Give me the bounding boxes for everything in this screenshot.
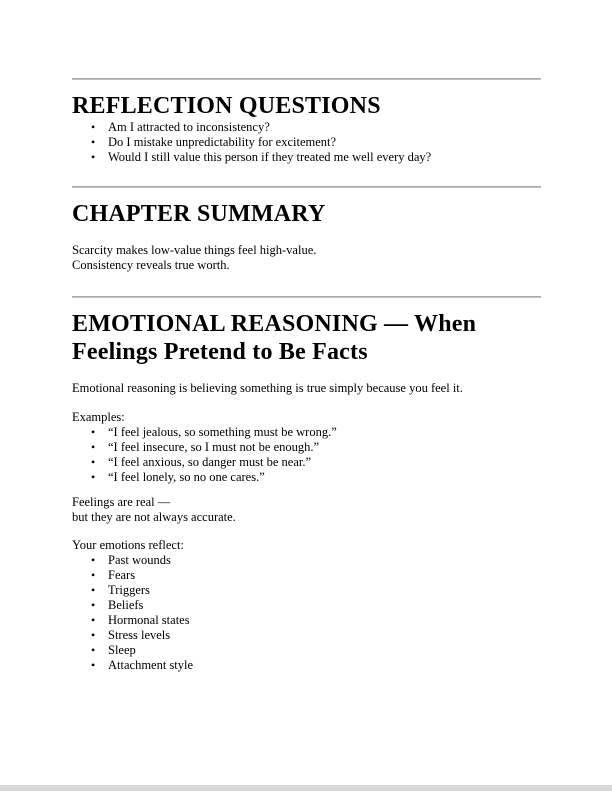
chapter-summary-heading: CHAPTER SUMMARY (72, 201, 326, 227)
list-item-text: Would I still value this person if they treated me well every day? (108, 150, 432, 164)
emotional-reasoning-intro: Emotional reasoning is believing something is true simply because you feel it. (72, 381, 463, 395)
bullet-icon: • (91, 470, 96, 484)
list-item-text: “I feel anxious, so danger must be near.” (108, 455, 312, 469)
emotion-item (72, 598, 541, 613)
emotion-item (72, 568, 541, 583)
bullet-icon: • (91, 455, 96, 469)
reflection-question-item (72, 120, 541, 135)
feelings-line: but they are not always accurate. (72, 510, 236, 524)
document-content (72, 0, 541, 673)
list-item-text: Fears (108, 568, 136, 582)
section-divider-rule (72, 78, 541, 80)
bullet-icon: • (91, 568, 96, 582)
feelings-paragraph (72, 495, 541, 525)
bullet-icon: • (91, 120, 96, 134)
chapter-summary-paragraph (72, 243, 541, 273)
bullet-icon: • (91, 658, 96, 672)
list-item-text: Past wounds (108, 553, 171, 567)
page-bottom-edge (0, 785, 612, 791)
section-divider-rule (72, 296, 541, 298)
list-item-text: Beliefs (108, 598, 144, 612)
list-item-text: Triggers (108, 583, 150, 597)
emotion-item (72, 628, 541, 643)
bullet-icon: • (91, 628, 96, 642)
emotions-label: Your emotions reflect: (72, 538, 184, 552)
examples-label: Examples: (72, 410, 125, 424)
emotional-reasoning-heading (72, 310, 541, 366)
feelings-line: Feelings are real — (72, 495, 171, 509)
examples-list (72, 425, 541, 485)
bullet-icon: • (91, 583, 96, 597)
bullet-icon: • (91, 613, 96, 627)
bullet-icon: • (91, 135, 96, 149)
section-divider-rule (72, 186, 541, 188)
heading-line: EMOTIONAL REASONING — When (72, 311, 477, 337)
bullet-icon: • (91, 425, 96, 439)
reflection-questions-list (72, 120, 541, 165)
list-item-text: Am I attracted to inconsistency? (108, 120, 270, 134)
list-item-text: Hormonal states (108, 613, 190, 627)
list-item-text: “I feel lonely, so no one cares.” (108, 470, 265, 484)
reflection-question-item (72, 135, 541, 150)
bullet-icon: • (91, 440, 96, 454)
list-item-text: Stress levels (108, 628, 171, 642)
reflection-question-item (72, 150, 541, 165)
bullet-icon: • (91, 598, 96, 612)
list-item-text: Do I mistake unpredictability for excitement? (108, 135, 337, 149)
heading-line: Feelings Pretend to Be Facts (72, 339, 368, 365)
example-item (72, 455, 541, 470)
list-item-text: “I feel jealous, so something must be wrong.” (108, 425, 337, 439)
emotion-item (72, 643, 541, 658)
reflection-questions-heading: REFLECTION QUESTIONS (72, 93, 381, 119)
list-item-text: Sleep (108, 643, 136, 657)
summary-line: Consistency reveals true worth. (72, 258, 230, 272)
example-item (72, 425, 541, 440)
list-item-text: Attachment style (108, 658, 194, 672)
emotion-item (72, 583, 541, 598)
example-item (72, 440, 541, 455)
emotion-item (72, 553, 541, 568)
emotion-item (72, 658, 541, 673)
bullet-icon: • (91, 553, 96, 567)
bullet-icon: • (91, 150, 96, 164)
example-item (72, 470, 541, 485)
emotion-item (72, 613, 541, 628)
summary-line: Scarcity makes low-value things feel high-value. (72, 243, 317, 257)
emotions-list (72, 553, 541, 673)
list-item-text: “I feel insecure, so I must not be enough.” (108, 440, 320, 454)
bullet-icon: • (91, 643, 96, 657)
